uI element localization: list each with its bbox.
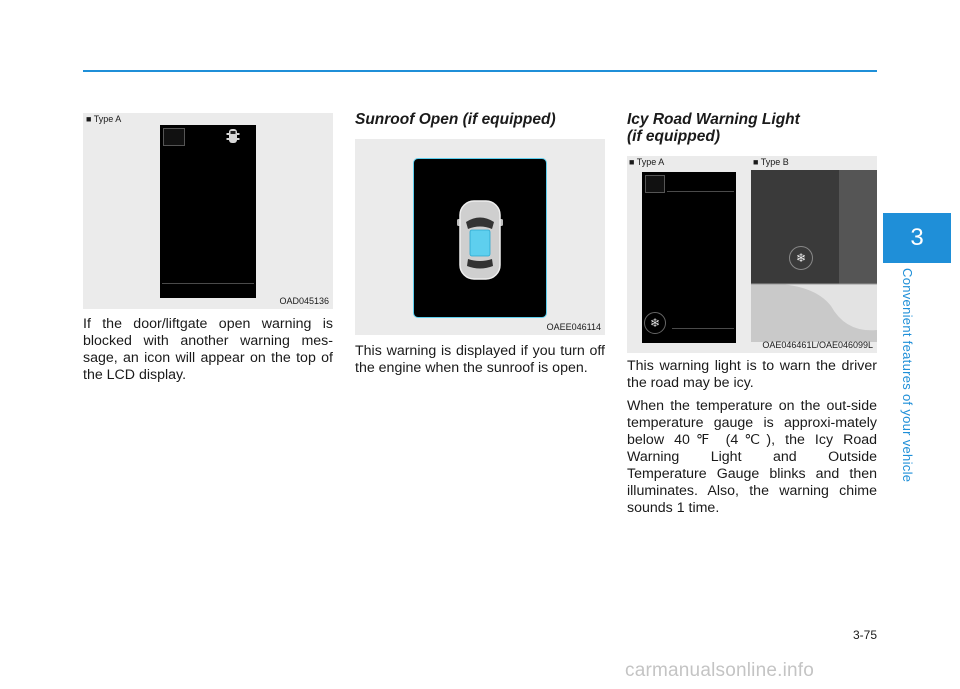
icy-display-type-b (751, 170, 877, 342)
figure-door-warning (83, 113, 333, 309)
lcd-indicator-box (645, 175, 665, 193)
sunroof-lcd-display (413, 158, 547, 318)
page-number: 3-75 (852, 628, 877, 642)
lcd-divider (162, 283, 254, 284)
icy-lcd-type-a (642, 172, 736, 343)
icy-road-heading-line2: (if equipped) (627, 128, 720, 145)
icy-road-heading (627, 111, 877, 145)
icy-road-paragraph-2: When the temperature on the out-side temperature gauge is approxi-mately below 40℉ (4℃), the Icy Road Warning Light and Outside Temperature Gauge blinks and then illuminates. Also, the warning chime sounds 1 time. (627, 398, 877, 516)
figure-code: OAEE046114 (546, 322, 601, 332)
lcd-divider (667, 191, 734, 192)
chapter-number-tab: 3 (883, 213, 951, 263)
lcd-display (160, 125, 256, 298)
icy-road-heading-line1: Icy Road Warning Light (627, 111, 800, 128)
car-top-view-icon (457, 199, 503, 286)
door-warning-paragraph: If the door/liftgate open warning is blocked with another warning mes-sage, an icon will appear on the top of the LCD display. (83, 316, 333, 383)
header-rule (83, 70, 877, 72)
lcd-indicator-box (163, 128, 185, 146)
figure-code: OAE046461L/OAE046099L (762, 340, 873, 350)
chapter-title: Convenient features of your vehicle (900, 268, 915, 483)
sunroof-icon (470, 230, 490, 256)
figure-caption-type-b: ■ Type B (753, 157, 789, 167)
snowflake-icon: ❄ (644, 312, 666, 334)
figure-caption-type-a: ■ Type A (629, 157, 665, 167)
sunroof-heading: Sunroof Open (if equipped) (355, 111, 556, 128)
dashboard-trim (751, 278, 877, 342)
figure-icy-road (627, 156, 877, 353)
chapter-title-vertical (900, 268, 924, 498)
snowflake-icon: ❄ (789, 246, 813, 270)
sunroof-paragraph: This warning is displayed if you turn off the engine when the sunroof is open. (355, 343, 605, 376)
icy-road-paragraph-1: This warning light is to warn the driver the road may be icy. (627, 358, 877, 391)
figure-sunroof (355, 139, 605, 335)
door-open-warning-icon (226, 128, 240, 149)
figure-code: OAD045136 (279, 296, 329, 306)
figure-caption: ■ Type A (86, 114, 122, 124)
watermark: carmanualsonline.info (625, 660, 815, 681)
lcd-divider (672, 328, 734, 329)
